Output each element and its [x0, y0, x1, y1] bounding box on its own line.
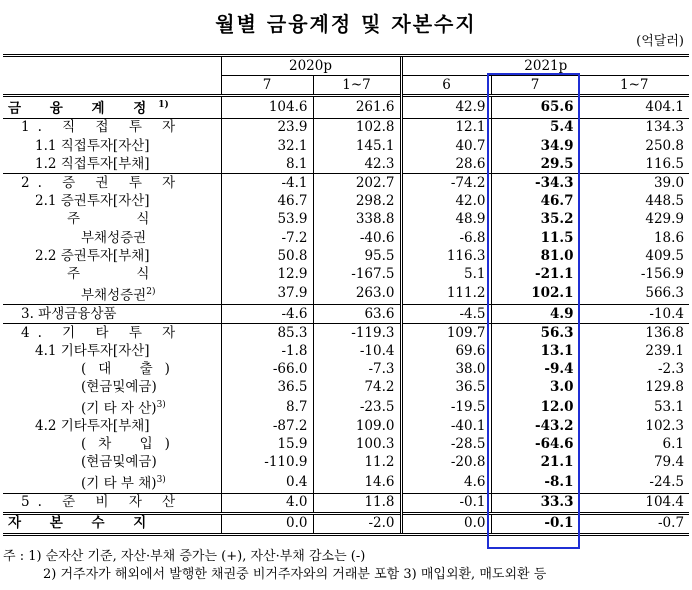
value-cell: 102.1 — [491, 284, 579, 305]
value-cell: 29.5 — [491, 155, 579, 174]
footnote-marker: 1) — [158, 100, 169, 111]
row-label — [3, 397, 221, 418]
table-row — [3, 472, 689, 493]
value-cell: -43.2 — [491, 418, 579, 436]
value-cell: 102.3 — [579, 418, 689, 436]
value-cell: 12.1 — [401, 118, 491, 137]
header-year-2020: 2020p — [221, 56, 401, 76]
value-cell: -6.8 — [401, 229, 491, 247]
row-label-text: (대 출) — [81, 361, 182, 378]
value-cell: -34.3 — [491, 174, 579, 193]
table-row — [3, 493, 689, 513]
value-cell: 81.0 — [491, 247, 579, 265]
value-cell: 100.3 — [313, 436, 401, 454]
value-cell: -0.7 — [579, 513, 689, 534]
table-row — [3, 324, 689, 343]
value-cell: -19.5 — [401, 397, 491, 418]
value-cell: 40.7 — [401, 137, 491, 155]
value-cell: 4.6 — [401, 472, 491, 493]
row-label — [3, 174, 221, 193]
value-cell: 116.5 — [579, 155, 689, 174]
value-cell: 85.3 — [221, 324, 313, 343]
page-title: 월별 금융계정 및 자본수지 — [215, 12, 477, 36]
value-cell: -40.1 — [401, 418, 491, 436]
value-cell: -119.3 — [313, 324, 401, 343]
header-corner — [3, 56, 221, 96]
row-label-text: 1. 직 접 투 자 — [21, 119, 184, 136]
row-label-text: 금 융 계 정 — [8, 100, 159, 117]
financial-account-table — [3, 54, 689, 536]
value-cell: 4.0 — [221, 493, 313, 513]
value-cell: 42.3 — [313, 155, 401, 174]
row-label — [3, 513, 221, 534]
row-label-text: 3. 파생금융상품 — [21, 305, 117, 322]
value-cell: 8.7 — [221, 397, 313, 418]
row-label-text: 자 본 수 지 — [8, 515, 159, 532]
value-cell: -167.5 — [313, 265, 401, 283]
footnote-marker: 3) — [156, 475, 166, 486]
row-label-text: 4.2 기타투자[부채] — [35, 418, 150, 435]
value-cell: 50.8 — [221, 247, 313, 265]
row-label-text: 1.1 직접투자[자산] — [35, 137, 150, 154]
value-cell: 35.2 — [491, 211, 579, 229]
value-cell: -24.5 — [579, 472, 689, 493]
value-cell: 102.8 — [313, 118, 401, 137]
row-label-text: 2.2 증권투자[부채] — [35, 247, 150, 264]
table-body — [3, 96, 689, 535]
value-cell: -23.5 — [313, 397, 401, 418]
value-cell: 250.8 — [579, 137, 689, 155]
value-cell: -9.4 — [491, 361, 579, 379]
table-row — [3, 247, 689, 265]
value-cell: 202.7 — [313, 174, 401, 193]
value-cell: 53.9 — [221, 211, 313, 229]
value-cell: -2.0 — [313, 513, 401, 534]
value-cell: 6.1 — [579, 436, 689, 454]
value-cell: 261.6 — [313, 96, 401, 119]
value-cell: 14.6 — [313, 472, 401, 493]
value-cell: 104.6 — [221, 96, 313, 119]
row-label — [3, 211, 221, 229]
value-cell: -4.1 — [221, 174, 313, 193]
value-cell: -110.9 — [221, 454, 313, 472]
table-row — [3, 211, 689, 229]
table-row — [3, 513, 689, 534]
value-cell: 28.6 — [401, 155, 491, 174]
value-cell: -7.2 — [221, 229, 313, 247]
value-cell: 12.9 — [221, 265, 313, 283]
value-cell: 12.0 — [491, 397, 579, 418]
value-cell: 42.0 — [401, 193, 491, 211]
row-label — [3, 284, 221, 305]
value-cell: 95.5 — [313, 247, 401, 265]
row-label — [3, 342, 221, 360]
row-label — [3, 305, 221, 324]
header-month: 7 — [491, 76, 579, 96]
value-cell: -20.8 — [401, 454, 491, 472]
value-cell: -28.5 — [401, 436, 491, 454]
value-cell: -87.2 — [221, 418, 313, 436]
value-cell: 109.7 — [401, 324, 491, 343]
value-cell: 42.9 — [401, 96, 491, 119]
value-cell: 74.2 — [313, 379, 401, 397]
value-cell: -1.8 — [221, 342, 313, 360]
value-cell: 566.3 — [579, 284, 689, 305]
value-cell: 34.9 — [491, 137, 579, 155]
value-cell: -40.6 — [313, 229, 401, 247]
row-label — [3, 247, 221, 265]
value-cell: 46.7 — [491, 193, 579, 211]
row-label-text: (현금및예금) — [81, 379, 157, 396]
value-cell: 409.5 — [579, 247, 689, 265]
value-cell: -4.5 — [401, 305, 491, 324]
footnote-2: 2) 거주자가 해외에서 발행한 채권중 비거주자와의 거래분 포함 3) 매입외환, 매도외환 등 — [43, 567, 547, 582]
value-cell: 0.0 — [221, 513, 313, 534]
row-label-text: 4. 기 타 투 자 — [21, 324, 184, 341]
row-label-text: 부채성증권 — [81, 229, 147, 246]
header-year-2021: 2021p — [401, 56, 689, 76]
row-label — [3, 472, 221, 493]
table-row — [3, 155, 689, 174]
row-label — [3, 436, 221, 454]
table-row — [3, 379, 689, 397]
value-cell: 3.0 — [491, 379, 579, 397]
table-row — [3, 361, 689, 379]
value-cell: -66.0 — [221, 361, 313, 379]
row-label-text: 5. 준 비 자 산 — [21, 494, 184, 511]
row-label — [3, 418, 221, 436]
table-row — [3, 342, 689, 360]
value-cell: -10.4 — [579, 305, 689, 324]
value-cell: 23.9 — [221, 118, 313, 137]
table-row — [3, 454, 689, 472]
header-month: 1~7 — [579, 76, 689, 96]
value-cell: 32.1 — [221, 137, 313, 155]
value-cell: 404.1 — [579, 96, 689, 119]
table-row — [3, 418, 689, 436]
value-cell: 298.2 — [313, 193, 401, 211]
value-cell: 109.0 — [313, 418, 401, 436]
row-label-text: 부채성증권 — [81, 287, 147, 304]
value-cell: 13.1 — [491, 342, 579, 360]
row-label-text: 2. 증 권 투 자 — [21, 175, 184, 192]
value-cell: 39.0 — [579, 174, 689, 193]
value-cell: -156.9 — [579, 265, 689, 283]
row-label — [3, 454, 221, 472]
value-cell: 11.2 — [313, 454, 401, 472]
row-label — [3, 118, 221, 137]
value-cell: 53.1 — [579, 397, 689, 418]
table-row — [3, 397, 689, 418]
row-label-text: 주 식 — [67, 265, 176, 282]
value-cell: -21.1 — [491, 265, 579, 283]
value-cell: 65.6 — [491, 96, 579, 119]
value-cell: 263.0 — [313, 284, 401, 305]
row-label-text: 2.1 증권투자[자산] — [35, 193, 150, 210]
table-row — [3, 265, 689, 283]
row-label-text: 주 식 — [67, 211, 176, 228]
row-label — [3, 324, 221, 343]
value-cell: 15.9 — [221, 436, 313, 454]
header-month: 6 — [401, 76, 491, 96]
footnotes — [3, 548, 546, 584]
value-cell: -2.3 — [579, 361, 689, 379]
table-row — [3, 118, 689, 137]
value-cell: -7.3 — [313, 361, 401, 379]
value-cell: -64.6 — [491, 436, 579, 454]
table-row — [3, 137, 689, 155]
value-cell: -8.1 — [491, 472, 579, 493]
table-row — [3, 284, 689, 305]
value-cell: 37.9 — [221, 284, 313, 305]
row-label-text: (기 타 자 산) — [81, 400, 157, 417]
value-cell: 5.1 — [401, 265, 491, 283]
header-month: 1~7 — [313, 76, 401, 96]
value-cell: 5.4 — [491, 118, 579, 137]
value-cell: -4.6 — [221, 305, 313, 324]
value-cell: 11.8 — [313, 493, 401, 513]
table-row — [3, 305, 689, 324]
value-cell: 338.8 — [313, 211, 401, 229]
value-cell: 38.0 — [401, 361, 491, 379]
row-label-text: 1.2 직접투자[부채] — [35, 155, 150, 172]
row-label — [3, 265, 221, 283]
row-label-text: 4.1 기타투자[자산] — [35, 343, 150, 360]
row-label — [3, 155, 221, 174]
value-cell: 69.6 — [401, 342, 491, 360]
value-cell: 104.4 — [579, 493, 689, 513]
row-label-text: (차 입) — [81, 436, 182, 453]
footnote-1: 주 : 1) 순자산 기준, 자산·부채 증가는 (+), 자산·부채 감소는 (-) — [3, 549, 366, 564]
unit-label: (억달러) — [636, 34, 684, 49]
row-label — [3, 361, 221, 379]
value-cell: 33.3 — [491, 493, 579, 513]
value-cell: 0.0 — [401, 513, 491, 534]
header-month: 7 — [221, 76, 313, 96]
footnote-marker: 2) — [146, 286, 156, 297]
table-row — [3, 193, 689, 211]
table-row — [3, 174, 689, 193]
value-cell: 134.3 — [579, 118, 689, 137]
value-cell: 0.4 — [221, 472, 313, 493]
value-cell: 145.1 — [313, 137, 401, 155]
row-label — [3, 229, 221, 247]
value-cell: 46.7 — [221, 193, 313, 211]
value-cell: 429.9 — [579, 211, 689, 229]
value-cell: 36.5 — [221, 379, 313, 397]
value-cell: 129.8 — [579, 379, 689, 397]
table-row — [3, 96, 689, 119]
row-label — [3, 379, 221, 397]
footnote-marker: 3) — [156, 400, 166, 410]
row-label — [3, 493, 221, 513]
value-cell: 111.2 — [401, 284, 491, 305]
value-cell: 448.5 — [579, 193, 689, 211]
table-row — [3, 229, 689, 247]
value-cell: 48.9 — [401, 211, 491, 229]
row-label — [3, 193, 221, 211]
value-cell: 18.6 — [579, 229, 689, 247]
row-label — [3, 96, 221, 119]
value-cell: 136.8 — [579, 324, 689, 343]
row-label-text: (기 타 부 채) — [81, 475, 157, 492]
value-cell: 11.5 — [491, 229, 579, 247]
row-label-text: (현금및예금) — [81, 454, 157, 471]
value-cell: 4.9 — [491, 305, 579, 324]
value-cell: 116.3 — [401, 247, 491, 265]
value-cell: 56.3 — [491, 324, 579, 343]
value-cell: -0.1 — [401, 493, 491, 513]
value-cell: 63.6 — [313, 305, 401, 324]
value-cell: 21.1 — [491, 454, 579, 472]
value-cell: 79.4 — [579, 454, 689, 472]
value-cell: -74.2 — [401, 174, 491, 193]
table-row — [3, 436, 689, 454]
value-cell: 239.1 — [579, 342, 689, 360]
row-label — [3, 137, 221, 155]
value-cell: -10.4 — [313, 342, 401, 360]
value-cell: -0.1 — [491, 513, 579, 534]
value-cell: 8.1 — [221, 155, 313, 174]
value-cell: 36.5 — [401, 379, 491, 397]
